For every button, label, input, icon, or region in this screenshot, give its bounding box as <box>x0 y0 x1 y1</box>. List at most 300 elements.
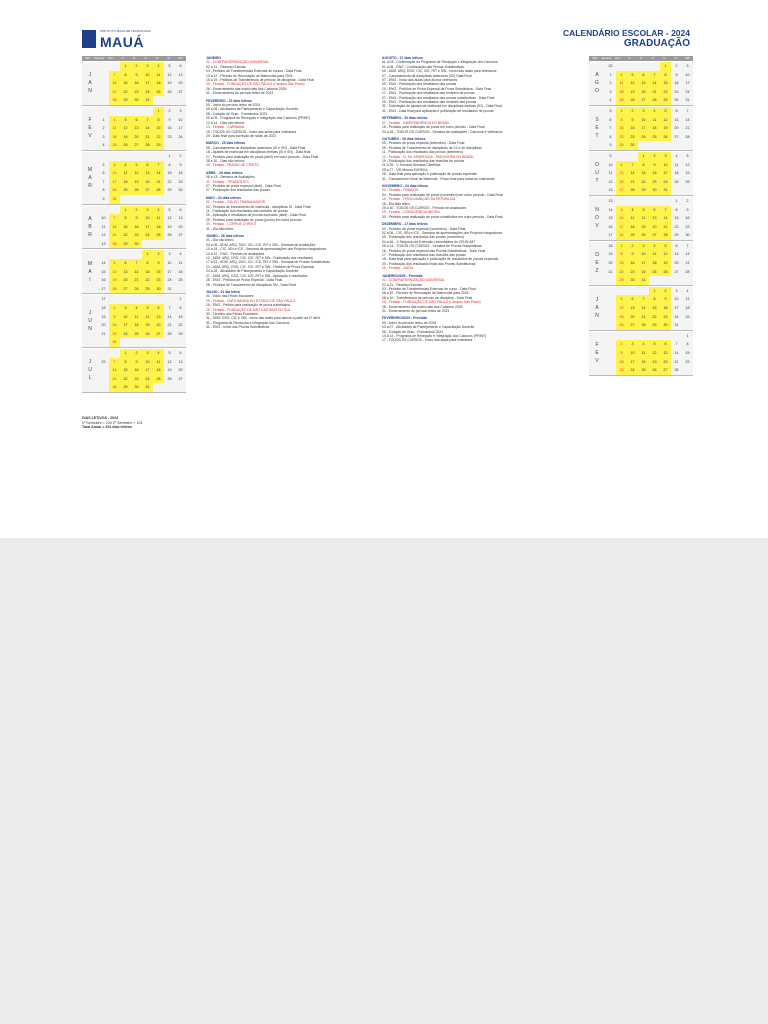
calendar-day: 25 <box>649 133 660 142</box>
month-letter: R <box>88 182 92 189</box>
calendar-week-row <box>605 242 693 251</box>
calendar-day: 18 <box>153 366 164 375</box>
calendar-month <box>82 349 186 393</box>
calendar-day: 3 <box>686 64 689 68</box>
calendar-day: 19 <box>685 171 690 176</box>
page-title-block <box>563 28 690 49</box>
calendar-week-row <box>605 169 693 178</box>
calendar-event: 01 - CONFRATERNIZAÇÃO UNIVERSAL <box>382 278 445 283</box>
calendar-event: 25 - Aplicação e resultados de provas especiais (abril) - Data Final <box>206 213 306 218</box>
calendar-day: 28 <box>685 269 690 274</box>
month-letter: U <box>88 318 92 325</box>
calendar-day: 28 <box>153 186 164 195</box>
calendar-day: 17 <box>616 223 627 232</box>
calendar-day: 14 <box>167 314 172 319</box>
calendar-day: 14 <box>674 351 679 355</box>
calendar-month <box>82 206 186 250</box>
calendar-day: 14 <box>109 366 120 375</box>
calendar-day: 29 <box>142 285 153 294</box>
calendar-day: 26 <box>638 231 649 240</box>
calendar-day: 29 <box>178 331 183 336</box>
calendar-event: 30 - Feriado - CORPUS CHRISTI <box>206 222 257 227</box>
calendar-week-row <box>98 366 186 375</box>
calendar-day: 23 <box>616 366 627 375</box>
calendar-day: 25 <box>153 375 164 384</box>
calendar-day: 10 <box>178 117 183 122</box>
calendar-day: 10 <box>109 169 120 178</box>
calendar-day: 30 <box>674 98 679 103</box>
calendar-event: 08 a 10 - Período de Renovação de Matrículas para 2025 <box>382 291 469 296</box>
calendar-event: 01 - Feriado - DIA DO TRABALHADOR <box>206 200 266 205</box>
calendar-day: 28 <box>131 285 142 294</box>
month-letter: N <box>595 313 599 320</box>
calendar-day: 28 <box>109 96 120 105</box>
calendar-day: 24 <box>120 330 131 339</box>
calendar-day <box>682 366 693 375</box>
calendar-day: 25 <box>649 268 660 277</box>
calendar-day: 6 <box>649 206 660 215</box>
calendar-day: 5 <box>168 64 171 68</box>
calendar-day <box>627 332 638 341</box>
month-letter: Z <box>595 268 599 275</box>
calendar-day: 16 <box>674 81 679 86</box>
calendar-day: 6 <box>131 116 142 125</box>
calendar-day: 15 <box>120 223 131 232</box>
week-number: 6 <box>609 117 612 122</box>
week-number <box>605 276 616 285</box>
calendar-day <box>153 240 164 249</box>
calendar-day: 27 <box>627 321 638 330</box>
week-number: 16 <box>608 224 613 229</box>
month-letter: V <box>88 133 92 140</box>
month-letters <box>589 152 605 195</box>
calendar-event: 25 - Feriado - FUNDAÇÃO DE SÃO PAULO (Campus São Paulo) <box>382 300 481 305</box>
calendar-day: 12 <box>660 250 671 259</box>
calendar-week-row <box>98 295 186 304</box>
calendar-day: 1 <box>616 107 627 116</box>
calendar-week-row <box>605 62 693 71</box>
calendar-day: 31 <box>660 186 671 195</box>
calendar-day: 1 <box>649 287 660 296</box>
calendar-event: 15 - Feriado - PROCLAMAÇÃO DA REPÚBLICA <box>382 197 456 202</box>
calendar-day <box>175 195 186 204</box>
calendar-week-row <box>605 186 693 195</box>
week-number: 19 <box>608 252 613 257</box>
calendar-day: 25 <box>685 314 690 319</box>
month-letter: F <box>595 342 599 349</box>
calendar-week-row <box>98 250 186 259</box>
calendar-day: 29 <box>120 96 131 105</box>
calendar-day: 5 <box>109 259 120 268</box>
calendar-month <box>589 197 693 241</box>
calendar-day: 17 <box>109 178 120 187</box>
month-letters <box>82 295 98 347</box>
calendar-day <box>120 338 131 347</box>
calendar-day: 20 <box>120 276 131 285</box>
calendar-day: 6 <box>675 108 678 113</box>
week-number: 1 <box>102 117 105 122</box>
calendar-day: 20 <box>674 261 679 266</box>
calendar-day: 27 <box>153 330 164 339</box>
month-letter: T <box>595 178 599 185</box>
calendar-day: 2 <box>675 64 678 68</box>
calendar-event: 02 - Pedidos de prova especial (novembro) - Data Final <box>382 226 466 231</box>
calendar-week-row <box>98 195 186 204</box>
calendar-day: 4 <box>131 304 142 313</box>
calendar-day: 25 <box>178 278 183 283</box>
calendar-day: 3 <box>616 206 627 215</box>
summary-total: Total Anual = 204 dias letivos <box>82 425 132 430</box>
calendar-day: 19 <box>638 223 649 232</box>
calendar-day: 23 <box>131 88 142 97</box>
calendar-day: 31 <box>109 195 120 204</box>
week-number: 12 <box>101 233 106 238</box>
calendar-day: 23 <box>167 134 172 139</box>
calendar-day: 11 <box>109 124 120 133</box>
calendar-day: 23 <box>649 178 660 187</box>
calendar-day: 27 <box>638 96 649 105</box>
calendar-week-row <box>605 107 693 116</box>
calendar-week-row <box>605 116 693 125</box>
calendar-event: 17 - ENG - Publicação dos resultados das revisões de provas <box>382 91 475 96</box>
calendar-day <box>109 250 120 259</box>
calendar-day: 21 <box>685 126 690 131</box>
calendar-week-row <box>98 313 186 322</box>
calendar-day: 17 <box>674 306 679 311</box>
calendar-day: 2 <box>153 250 164 259</box>
week-number: 5 <box>102 162 105 167</box>
calendar-event: 11 - Publicação dos resultados das revisões de provas <box>206 209 288 213</box>
calendar-event: 10 a 15 - CIC, SIN e ICE - Semana de apresentações dos Projetos Integradores <box>206 247 327 252</box>
calendar-day <box>175 240 186 249</box>
calendar-header-cell: Sáb <box>684 57 690 60</box>
calendar-week-row <box>98 330 186 339</box>
calendar-day: 2 <box>168 108 171 113</box>
month-letter: D <box>595 252 599 259</box>
calendar-day: 21 <box>142 133 153 142</box>
calendar-day <box>131 152 142 161</box>
calendar-day: 7 <box>638 295 649 304</box>
week-number <box>98 375 109 384</box>
calendar-event: 20 - Publicação dos resultados finais das Provas Substitutivas <box>382 261 476 266</box>
week-number: 7 <box>609 126 612 131</box>
calendar-day: 11 <box>649 116 660 125</box>
calendar-day: 19 <box>167 224 172 229</box>
calendar-day: 5 <box>131 161 142 170</box>
calendar-event: 30 - Término das Férias Escolares <box>206 311 258 316</box>
calendar-day <box>682 186 693 195</box>
week-number <box>98 107 109 116</box>
calendar-day: 24 <box>616 231 627 240</box>
calendar-day: 2 <box>131 349 142 358</box>
calendar-day: 7 <box>109 71 120 80</box>
calendar-day: 23 <box>674 89 679 94</box>
calendar-day: 1 <box>616 242 627 251</box>
calendar-day: 9 <box>627 116 638 125</box>
calendar-day <box>175 383 186 392</box>
month-letter: E <box>595 125 599 132</box>
calendar-week-row <box>605 152 693 161</box>
calendar-event: 28 e 30 - Dias não letivos <box>206 158 245 163</box>
calendar-event: 27 - ADM, ARQ, DSG, CIC, ICE, RIT e SIN - Aplicação e resultados <box>206 273 308 278</box>
calendar-event: 08 - Colação de Grau - Formandos 2023 <box>206 111 268 116</box>
calendar-week-row <box>98 304 186 313</box>
calendar-day <box>131 338 142 347</box>
calendar-event: 07 - Cancelamento de disciplinas anteriores (S2) Data Final <box>382 73 472 78</box>
week-number: 13 <box>608 188 613 193</box>
calendar-day: 6 <box>179 207 182 212</box>
calendar-event: 17 - Publicação dos resultados das revisões das provas <box>382 253 466 258</box>
month-letter: A <box>88 215 92 222</box>
week-number: 17 <box>101 286 106 291</box>
calendar-day: 17 <box>638 259 649 268</box>
calendar-day: 28 <box>109 383 120 392</box>
calendar-day: 11 <box>649 250 660 259</box>
calendar-event: 27 - Pedidos de prova especial (abril) - Data Final <box>206 183 281 188</box>
week-number: 7 <box>102 179 105 184</box>
calendar-event: 08 a 10 - Transferência de período de disciplina - Data Final <box>382 295 473 300</box>
calendar-event: 02 a 31 - Recesso Escolar <box>206 64 246 69</box>
calendar-week-row <box>605 141 693 150</box>
calendar-day: 15 <box>153 124 164 133</box>
calendar-day: 22 <box>649 313 660 322</box>
calendar-day: 6 <box>153 304 164 313</box>
month-heading: JUNHO - 26 dias letivos <box>206 234 245 239</box>
calendar-day: 13 <box>142 169 153 178</box>
calendar-day: 21 <box>131 276 142 285</box>
calendar-day <box>164 338 175 347</box>
calendar-day: 7 <box>686 243 689 248</box>
calendar-event: 28 - Pedidos de Trancamento de disciplinas SN - Data Final <box>206 282 296 287</box>
month-heading: OUTUBRO - 26 dias letivos <box>382 136 426 141</box>
calendar-day: 4 <box>686 288 689 293</box>
month-heading: JANEIRO/2025 - Previsão <box>382 273 423 278</box>
calendar-day: 29 <box>616 276 627 285</box>
calendar-week-row <box>98 62 186 71</box>
calendar-day: 18 <box>649 124 660 133</box>
calendar-event: 07 - ENG - Início das aulas para alunos veteranos <box>382 78 458 83</box>
calendar-day: 14 <box>131 268 142 277</box>
calendar-day: 30 <box>649 186 660 195</box>
calendar-day: 6 <box>627 295 638 304</box>
calendar-day: 16 <box>660 304 671 313</box>
calendar-day <box>682 321 693 330</box>
calendar-event: 15 - ENG - Pedido para realização de prova substitutiva <box>206 303 290 308</box>
calendar-day: 2 <box>131 62 142 71</box>
calendar-event: 17 a 22 - ADM, ARQ, DSG, CIC, ICE, RIT e SIN - Semana de Provas Substitutivas <box>206 260 330 265</box>
calendar-day <box>660 276 671 285</box>
calendar-day <box>109 107 120 116</box>
calendar-day: 11 <box>153 358 164 367</box>
calendar-day: 15 <box>167 171 172 176</box>
calendar-event: 10 a 12 - Período de Renovação de Matrículas para 2024 <box>206 73 293 78</box>
calendar-day: 19 <box>627 88 638 97</box>
calendar-day: 12 <box>131 169 142 178</box>
calendar-event: 10 - ENG - Pedidos de Prova Especial da Prova Substitutiva - Data Final <box>382 86 492 91</box>
calendar-event: 01 a 03 - Continuação do Programa de Recepção e Integração dos Calouros <box>382 60 498 65</box>
calendar-day <box>164 141 175 150</box>
calendar-day: 26 <box>616 321 627 330</box>
week-number <box>98 88 109 97</box>
calendar-day: 22 <box>674 224 679 229</box>
calendar-day <box>616 332 627 341</box>
calendar-day: 24 <box>638 133 649 142</box>
calendar-week-row <box>605 206 693 215</box>
calendar-day: 18 <box>638 358 649 367</box>
month-letters <box>589 242 605 285</box>
page-subtitle: GRADUAÇÃO <box>623 38 690 49</box>
month-letter: J <box>88 310 92 317</box>
calendar-day: 20 <box>153 321 164 330</box>
calendar-week-row <box>98 383 186 392</box>
calendar-day: 23 <box>627 268 638 277</box>
calendar-header-cell: Mês <box>85 57 91 60</box>
month-heading: DEZEMBRO - 17 dias letivos <box>382 222 428 227</box>
calendar-week-row <box>605 197 693 206</box>
calendar-day: 23 <box>660 313 671 322</box>
calendar-day <box>120 107 131 116</box>
calendar-day <box>682 141 693 150</box>
calendar-week-row <box>98 141 186 150</box>
month-heading: SETEMBRO - 20 dias letivos <box>382 116 428 121</box>
calendar-day: 10 <box>167 261 172 266</box>
calendar-day: 18 <box>674 171 679 176</box>
calendar-day <box>109 295 120 304</box>
month-letters <box>589 62 605 105</box>
calendar-day: 24 <box>109 186 120 195</box>
calendar-week-row <box>605 340 693 349</box>
calendar-day: 4 <box>649 242 660 251</box>
calendar-event: 25 a 30 - TODOS OS CURSOS - Período de Avaliações <box>382 206 467 210</box>
calendar-day: 28 <box>685 134 690 139</box>
calendar-day: 7 <box>686 108 689 113</box>
calendar-header-row <box>82 56 186 61</box>
calendar-week-row <box>605 124 693 133</box>
month-letters <box>82 250 98 293</box>
month-letters <box>589 107 605 150</box>
calendar-day: 23 <box>109 330 120 339</box>
calendar-header-cell: 4ª <box>144 57 147 60</box>
calendar-day: 9 <box>131 358 142 367</box>
month-letter: V <box>595 223 599 230</box>
month-letter: E <box>595 260 599 267</box>
calendar-day <box>131 250 142 259</box>
calendar-event: 05 - Início do período letivo de 2024 <box>206 103 261 108</box>
calendar-month <box>82 295 186 348</box>
calendar-week-row <box>605 250 693 259</box>
calendar-day: 18 <box>616 88 627 97</box>
calendar-day: 12 <box>627 79 638 88</box>
calendar-event: 15 - TODOS OS CURSOS - Início das aulas para veteranos <box>206 129 297 134</box>
calendar-week-row <box>98 285 186 294</box>
calendar-day: 6 <box>120 259 131 268</box>
calendar-day: 4 <box>109 116 120 125</box>
week-number: 6 <box>102 171 105 176</box>
calendar-day: 14 <box>649 79 660 88</box>
calendar-day: 10 <box>638 116 649 125</box>
calendar-event: 25 - Feriado - FUNDAÇÃO DE SÃO CAETANO DO SUL <box>206 307 291 312</box>
calendar-day: 28 <box>660 231 671 240</box>
calendar-day: 25 <box>120 186 131 195</box>
calendar-event: 05 - ADM, ARQ, DSG, CIC, ICE, RIT e SIN - Início das aulas para veteranos <box>382 69 497 74</box>
calendar-day: 8 <box>638 161 649 170</box>
calendar-day <box>153 152 164 161</box>
calendar-day: 28 <box>649 96 660 105</box>
month-letters <box>82 206 98 249</box>
calendar-day <box>142 295 153 304</box>
calendar-day: 17 <box>167 269 172 274</box>
summary-semesters: 1º Semestre = 100 2º Semestre = 104 <box>82 420 143 425</box>
month-letter: O <box>595 88 599 95</box>
calendar-day: 27 <box>131 141 142 150</box>
calendar-day: 13 <box>178 216 183 221</box>
month-letters <box>82 349 98 392</box>
calendar-month <box>82 250 186 294</box>
calendar-day: 14 <box>685 252 690 257</box>
month-heading: MARÇO - 25 dias letivos <box>206 141 246 146</box>
calendar-day <box>142 240 153 249</box>
month-letter: R <box>88 231 92 238</box>
calendar-day <box>638 287 649 296</box>
calendar-day: 22 <box>142 276 153 285</box>
calendar-event: 27 - Pedidos para realização de prova (abril) em outro período - Data Final <box>206 154 319 159</box>
calendar-month <box>589 332 693 376</box>
calendar-day: 29 <box>660 96 671 105</box>
calendar-day: 9 <box>168 117 171 122</box>
calendar-event: 12 - ADM, ARQ, DSG, CIC, ICE, RIT e SIN - Publicação dos resultados <box>206 256 313 261</box>
calendar-day: 4 <box>638 340 649 349</box>
calendar-day: 27 <box>660 366 671 375</box>
week-number: 11 <box>608 171 613 176</box>
calendar-header-row <box>589 56 693 61</box>
calendar-day: 26 <box>167 376 172 381</box>
calendar-week-row <box>605 96 693 105</box>
month-letter: N <box>88 88 92 95</box>
month-letter: E <box>595 350 599 357</box>
calendar-day: 20 <box>638 88 649 97</box>
calendar-day: 16 <box>616 358 627 367</box>
calendar-day: 31 <box>167 286 172 291</box>
calendar-day <box>671 276 682 285</box>
calendar-day: 12 <box>142 313 153 322</box>
calendar-day: 5 <box>649 340 660 349</box>
week-number: 15 <box>101 269 106 274</box>
calendar-day: 22 <box>616 268 627 277</box>
calendar-day: 18 <box>685 306 690 311</box>
calendar-day: 17 <box>142 223 153 232</box>
calendar-event: 24 a 28 - Atividades de Planejamento e Capacitação Docente <box>206 269 299 274</box>
calendar-day: 29 <box>167 188 172 193</box>
calendar-day <box>175 96 186 105</box>
calendar-day: 5 <box>142 304 153 313</box>
calendar-header-cell: 3ª <box>132 57 136 60</box>
calendar-week-row <box>98 214 186 223</box>
calendar-event: 09 - Feriado - DATA MAGNA DO ESTADO DE SÃO PAULO <box>206 298 296 303</box>
calendar-event: 07 - Feriado - INDEPENDÊNCIA DO BRASIL <box>382 120 451 125</box>
calendar-event: 04 a 06 - X Simpósio de Extensão Universitária do CEUN-IMT <box>382 239 476 244</box>
calendar-week-row <box>605 231 693 240</box>
calendar-day: 2 <box>616 340 627 349</box>
week-number: 4 <box>609 98 612 103</box>
month-letter: U <box>595 170 599 177</box>
calendar-day: 2 <box>627 242 638 251</box>
calendar-week-row <box>605 268 693 277</box>
calendar-event: 12 a 14 - Dias não letivos <box>206 120 245 125</box>
calendar-day: 25 <box>638 366 649 375</box>
calendar-day: 18 <box>120 178 131 187</box>
calendar-day: 22 <box>638 178 649 187</box>
calendar-event: 06 - Colação de Grau - Formandos 2024 <box>382 329 444 334</box>
